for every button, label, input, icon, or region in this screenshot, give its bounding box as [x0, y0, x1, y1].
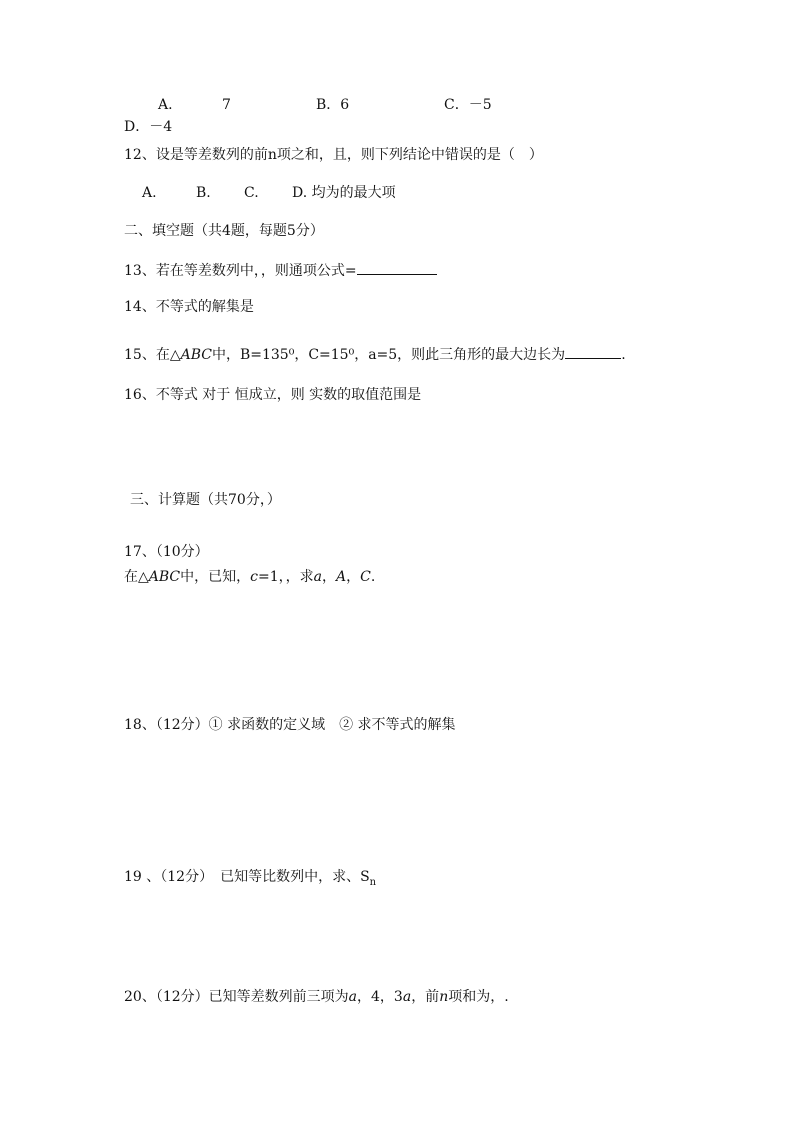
q15-pre: 15、在 — [124, 347, 170, 363]
q17-line — [124, 568, 375, 586]
q20-var-n: n — [439, 989, 449, 1005]
q17-triangle: △ABC — [138, 569, 181, 585]
q20-mid1: ，4，3 — [357, 989, 403, 1005]
q15-post: 中，B=135⁰，C=15⁰，a=5，则此三角形的最大边长为 — [211, 347, 566, 363]
q11-option-a-value: 7 — [222, 97, 231, 113]
q19-line — [124, 868, 376, 892]
q12-option-d: D. 均为的最大项 — [292, 185, 396, 201]
q12-option-b: B. — [196, 185, 211, 201]
q16-text: 16、不等式 对于 恒成立，则 实数的取值范围是 — [124, 387, 422, 403]
q17-end: . — [370, 569, 376, 585]
q11-option-c: C．－5 — [444, 97, 492, 113]
q12-option-a: A. — [142, 185, 157, 201]
q17-sep2: ， — [346, 569, 361, 585]
section2-heading: 二、填空题（共4题，每题5分） — [124, 223, 324, 239]
q19-text: 19 、（12分） 已知等比数列中，求、S — [124, 869, 370, 885]
q17-var-C: C — [360, 569, 371, 585]
q17-mid1: 中，已知， — [180, 569, 251, 585]
q11-option-b: B．6 — [316, 97, 350, 113]
q18-text: 18、（12分）① 求函数的定义域 ② 求不等式的解集 — [124, 717, 456, 733]
q20-mid2: ，前 — [411, 989, 440, 1005]
section3-heading: 三、计算题（共70分，） — [130, 492, 281, 508]
q17-var-A: A — [335, 569, 347, 585]
q20-post: 项和为，. — [448, 989, 509, 1005]
q17-number: 17、（10分） — [124, 544, 209, 560]
q11-option-a-label: A. — [158, 97, 173, 113]
q20-line — [124, 988, 509, 1006]
q11-option-d: D．－4 — [124, 119, 173, 135]
q15-end: . — [621, 347, 626, 363]
q15-answer-blank — [565, 344, 621, 359]
q17-pre: 在 — [124, 569, 138, 585]
q20-pre: 20、（12分）已知等差数列前三项为 — [124, 989, 349, 1005]
q17-var-c: c — [250, 569, 258, 585]
q14-text: 14、不等式的解集是 — [124, 299, 254, 315]
q12-text: 12、设是等差数列的前n项之和，且，则下列结论中错误的是（ ） — [124, 147, 543, 163]
q17-sep1: ， — [321, 569, 336, 585]
q17-var-a: a — [313, 569, 322, 585]
q12-option-c: C. — [244, 185, 259, 201]
q15-triangle: △ABC — [169, 347, 212, 363]
q17-mid2: =1，，求 — [257, 569, 314, 585]
q15-line — [124, 344, 626, 364]
q13-text: 13、若在等差数列中，，则通项公式= — [124, 263, 357, 279]
q13-answer-blank — [357, 260, 437, 275]
q20-var-a2: a — [402, 989, 412, 1005]
q13-line — [124, 260, 437, 280]
q19-subscript: n — [369, 876, 377, 888]
q20-var-a1: a — [348, 989, 357, 1005]
